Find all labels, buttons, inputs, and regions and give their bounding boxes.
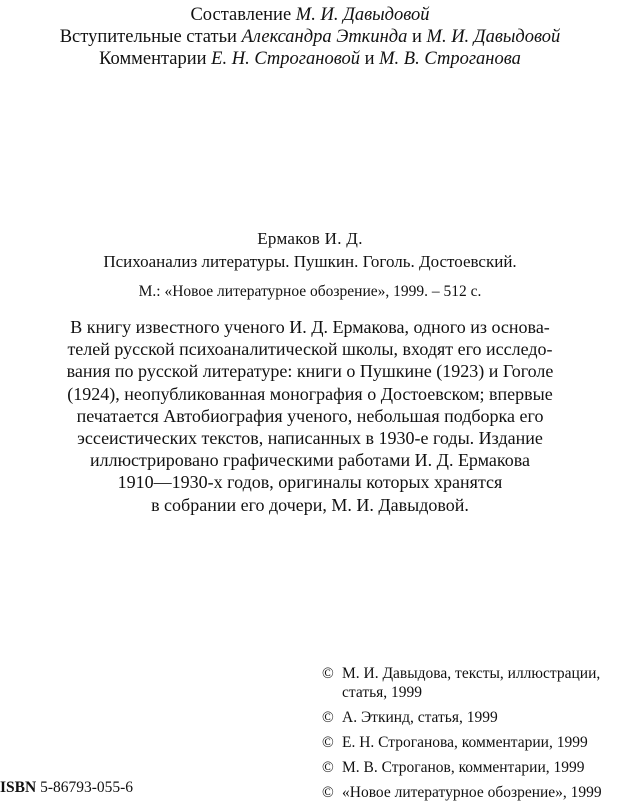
copyright-symbol: © xyxy=(322,665,334,682)
author-heading xyxy=(0,228,620,250)
copyright-symbol: © xyxy=(322,734,334,751)
intro-and: и xyxy=(407,27,427,47)
commentary-prefix: Комментарии xyxy=(99,49,212,69)
author-name: Ермаков И. Д. xyxy=(257,229,363,248)
commentary-author-1: Е. Н. Строгановой xyxy=(211,49,360,69)
copyright-entry xyxy=(322,664,614,702)
copyright-list xyxy=(322,664,614,808)
isbn-number: 5-86793-055-6 xyxy=(36,779,134,796)
intro-author-1: Александра Эткинда xyxy=(241,27,408,47)
annotation-line: эссеистических текстов, написанных в 1930-е годы. Издание xyxy=(77,428,543,449)
compilation-line xyxy=(0,4,620,26)
annotation-line: (1924), неопубликованная монография о Достоевском; впервые xyxy=(67,383,553,404)
copyright-text: А. Эткинд, статья, 1999 xyxy=(342,709,498,726)
bibliographic-record xyxy=(0,228,620,302)
copyright-text: «Новое литературное обозрение», 1999 xyxy=(342,784,602,801)
annotation-line: в собрании его дочери, М. И. Давыдовой. xyxy=(151,494,469,515)
copyright-text: Е. Н. Строганова, комментарии, 1999 xyxy=(342,734,588,751)
commentary-and: и xyxy=(359,49,380,69)
copyright-symbol: © xyxy=(322,709,334,726)
copyright-text: М. В. Строганов, комментарии, 1999 xyxy=(342,759,585,776)
intro-author-2: М. И. Давыдовой xyxy=(426,27,561,47)
copyright-entry xyxy=(322,708,614,727)
annotation-line: иллюстрировано графическими работами И. Д. Ермакова xyxy=(89,450,531,471)
book-title: Психоанализ литературы. Пушкин. Гоголь. Достоевский. xyxy=(103,252,517,271)
copyright-text-continued: статья, 1999 xyxy=(342,684,423,701)
copyright-symbol: © xyxy=(322,784,334,801)
compilation-name: М. И. Давыдовой xyxy=(295,5,430,25)
annotation-line: печатается Автобиография ученого, небольшая подборка его xyxy=(76,405,544,426)
copyright-entry xyxy=(322,733,614,752)
copyright-entry xyxy=(322,758,614,777)
annotation-line: В книгу известного ученого И. Д. Ермакова, одного из основа- xyxy=(70,317,550,337)
intro-prefix: Вступительные статьи xyxy=(59,27,242,47)
copyright-text: М. И. Давыдова, тексты, иллюстрации, xyxy=(342,665,601,682)
commentary-line xyxy=(0,48,620,70)
copyright-symbol: © xyxy=(322,759,334,776)
compilation-prefix: Составление xyxy=(190,5,296,25)
imprint-line: М.: «Новое литературное обозрение», 1999. – 512 с. xyxy=(138,283,482,300)
annotation-line: 1910—1930-х годов, оригиналы которых хранятся xyxy=(117,472,503,493)
credits-block xyxy=(0,4,620,70)
commentary-author-2: М. В. Строганова xyxy=(379,49,521,69)
annotation-paragraph xyxy=(30,316,590,516)
isbn-label: ISBN xyxy=(0,779,37,796)
annotation-line: вания по русской литературе: книги о Пушкине (1923) и Гоголе xyxy=(66,361,554,382)
copyright-entry xyxy=(322,783,614,802)
annotation-line: телей русской психоаналитической школы, входят его исследо- xyxy=(67,339,553,360)
isbn-line xyxy=(0,778,133,797)
intro-articles-line xyxy=(0,26,620,48)
